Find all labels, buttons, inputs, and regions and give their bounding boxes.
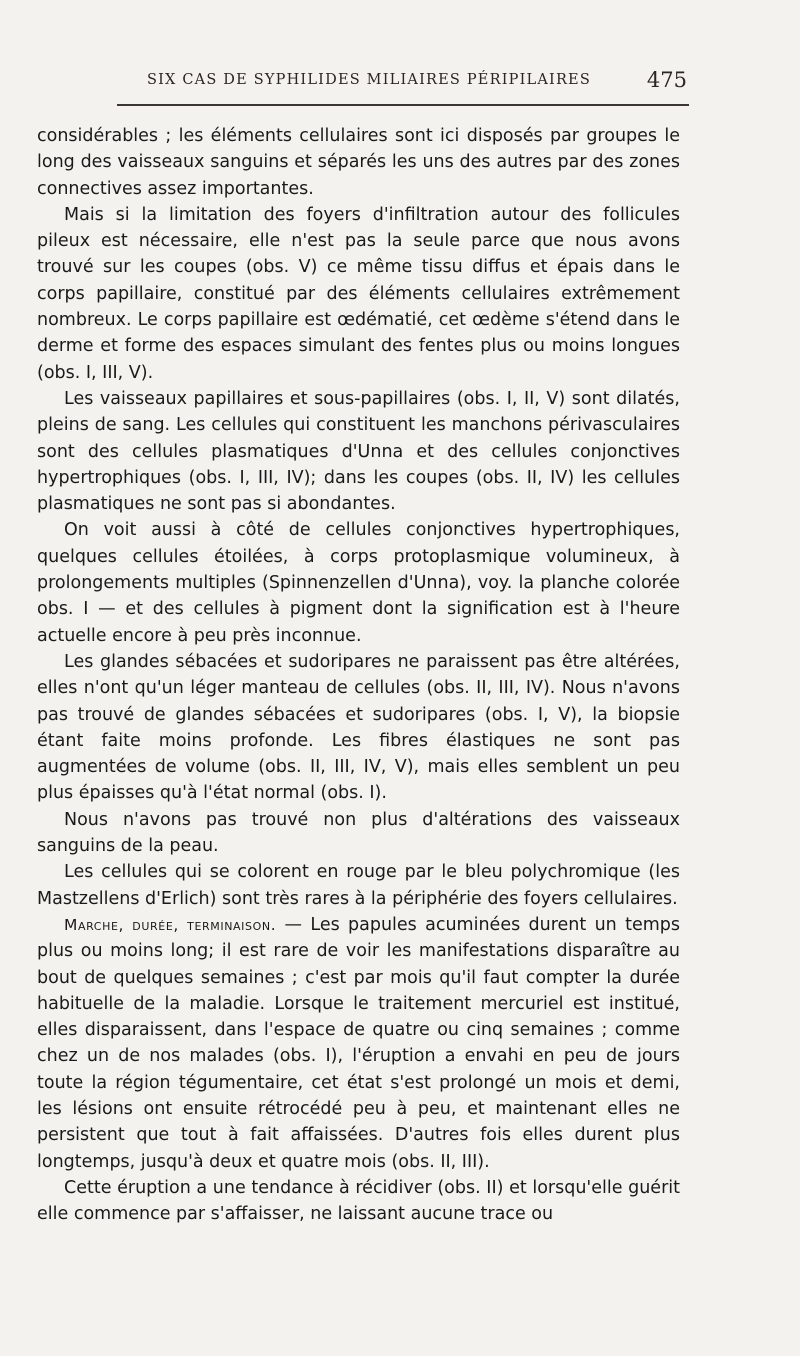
section-heading: Marche, durée, terminaison.: [64, 915, 277, 934]
paragraph-3: [37, 386, 680, 517]
paragraph-2: [37, 202, 680, 386]
page-number: 475: [646, 68, 687, 92]
paragraph-9-text: Cette éruption a une tendance à récidiver (obs. II) et lorsqu'elle guérit elle commence par s'affaisser, ne laissant aucune trace ou: [37, 1177, 680, 1225]
paragraph-6-text: Nous n'avons pas trouvé non plus d'altérations des vaisseaux sanguins de la peau.: [37, 809, 680, 857]
paragraph-8-text: — Les papules acuminées durent un temps plus ou moins long; il est rare de voir les manifestations disparaître au bout de quelques semaines ; c'est par mois qu'il faut compter la durée habituelle de la maladie. Lorsque le traitement mercuriel est institué, elles disparaissent, dans l'espace de quatre ou cinq semaines ; comme chez un de nos malades (obs. I), l'éruption a envahi en peu de jours toute la région tégumentaire, cet état s'est prolongé un mois et demi, les lésions ont ensuite rétrocédé peu à peu, et maintenant elles ne persistent que tout à fait affaissées. D'autres fois elles durent plus longtemps, jusqu'à deux et quatre mois (obs. II, III).: [37, 914, 680, 1172]
paragraph-4: [37, 517, 680, 648]
running-head: [37, 68, 687, 94]
paragraph-9: [37, 1175, 680, 1228]
paragraph-4-text: On voit aussi à côté de cellules conjonctives hypertrophiques, quelques cellules étoilées, à corps protoplasmique volumineux, à prolongements multiples (Spinnenzellen d'Unna), voy. la planche colorée obs. I — et des cellules à pigment dont la signification est à l'heure actuelle encore à peu près inconnue.: [37, 520, 680, 646]
paragraph-5: [37, 649, 680, 807]
paragraph-7-text: Les cellules qui se colorent en rouge par le bleu polychromique (les Mastzellens d'Erlich) sont très rares à la périphérie des foyers cellulaires.: [37, 862, 680, 909]
paragraph-1: [37, 123, 680, 202]
paragraph-5-text: Les glandes sébacées et sudoripares ne paraissent pas être altérées, elles n'ont qu'un léger manteau de cellules (obs. II, III, IV). Nous n'avons pas trouvé de glandes sébacées et sudoripares (obs. I, V), la biopsie étant faite moins profonde. Les fibres élastiques ne sont pas augmentées de volume (obs. II, III, IV, V), mais elles semblent un peu plus épaisses qu'à l'état normal (obs. I).: [37, 651, 680, 804]
running-title: SIX CAS DE SYPHILIDES MILIAIRES PÉRIPILAIRES: [147, 72, 591, 88]
paragraph-7: [37, 859, 680, 912]
paragraph-2-text: Mais si la limitation des foyers d'infiltration autour des follicules pileux est nécessaire, elle n'est pas la seule parce que nous avons trouvé sur les coupes (obs. V) ce même tissu diffus et épais dans le corps papillaire, constitué par des éléments cellulaires extrêmement nombreux. Le corps papillaire est œdématié, cet œdème s'étend dans le derme et forme des espaces simulant des fentes plus ou moins longues (obs. I, III, V).: [37, 204, 680, 383]
paragraph-6: [37, 807, 680, 860]
paragraph-3-text: Les vaisseaux papillaires et sous-papillaires (obs. I, II, V) sont dilatés, pleins de sang. Les cellules qui constituent les manchons périvasculaires sont des cellules plasmatiques d'Unna et des cellules conjonctives hypertrophiques (obs. I, III, IV); dans les coupes (obs. II, IV) les cellules plasmatiques ne sont pas si abondantes.: [37, 388, 680, 515]
paragraph-8: [37, 912, 680, 1175]
header-rule: [117, 104, 689, 106]
paragraph-1-text: considérables ; les éléments cellulaires sont ici disposés par groupes le long des vaisseaux sanguins et séparés les uns des autres par des zones connectives assez importantes.: [37, 126, 680, 199]
body-text: [37, 123, 680, 1227]
